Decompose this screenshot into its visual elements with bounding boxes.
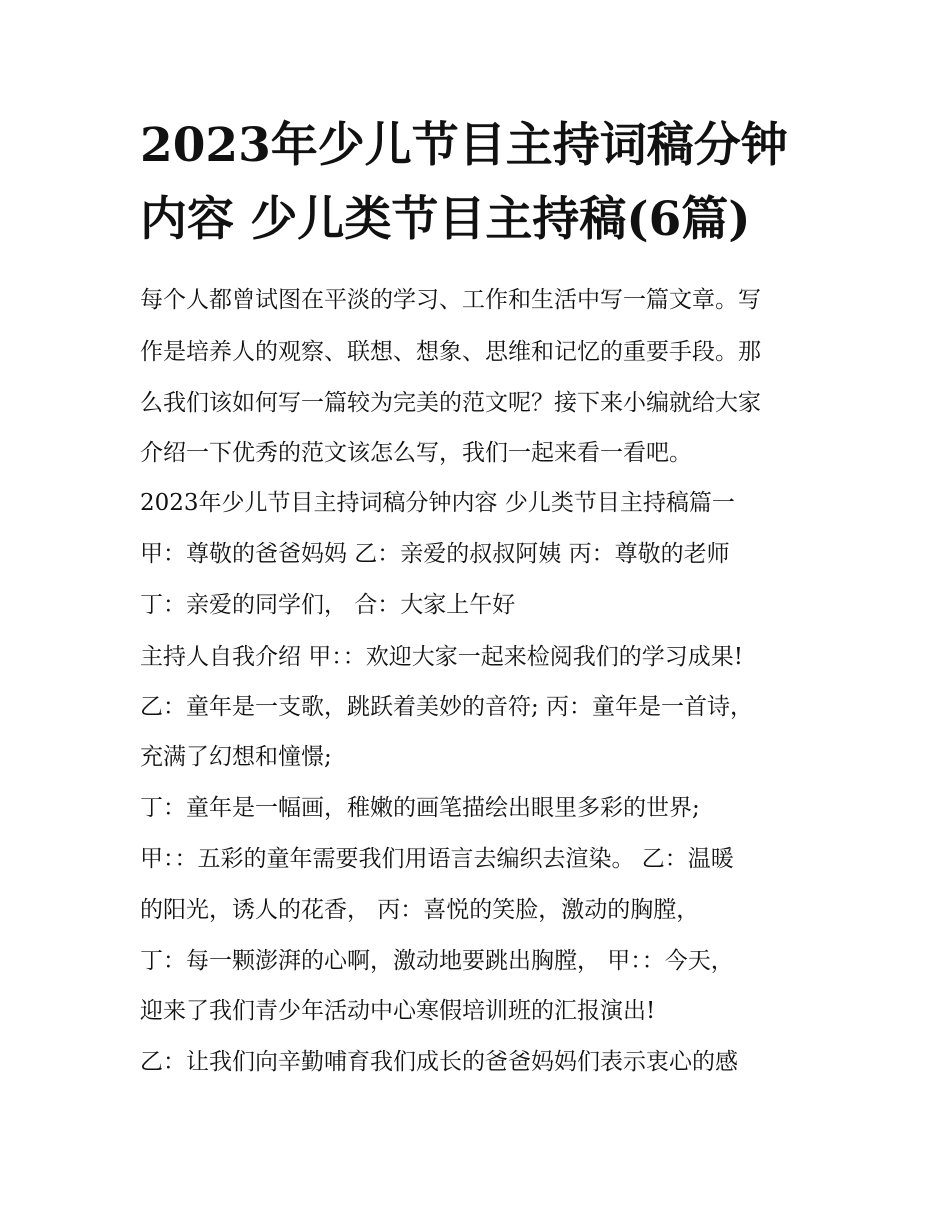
paragraph-line: 作是培养人的观察、联想、想象、思维和记忆的重要手段。那	[140, 339, 761, 365]
paragraph-line: 的阳光，诱人的花香， 丙：喜悦的笑脸，激动的胸膛，	[140, 897, 700, 923]
paragraph-line: 乙：让我们向辛勤哺育我们成长的爸爸妈妈们表示衷心的感	[140, 1049, 738, 1075]
paragraph-line: 介绍一下优秀的范文该怎么写，我们一起来看一看吧。	[140, 440, 692, 466]
paragraph-line: 么我们该如何写一篇较为完美的范文呢？接下来小编就给大家	[140, 390, 761, 416]
paragraph-line: 乙：童年是一支歌，跳跃着美妙的音符; 丙：童年是一首诗，	[140, 694, 754, 720]
paragraph-line: 迎来了我们青少年活动中心寒假培训班的汇报演出!	[140, 998, 656, 1024]
paragraph-line: 丁：每一颗澎湃的心啊，激动地要跳出胸膛， 甲：：今天，	[140, 948, 734, 974]
section-heading: 2023年少儿节目主持词稿分钟内容 少儿类节目主持稿篇一	[140, 490, 735, 516]
paragraph-line: 丁：童年是一幅画，稚嫩的画笔描绘出眼里多彩的世界;	[140, 795, 700, 821]
paragraph-line: 甲：尊敬的爸爸妈妈 乙：亲爱的叔叔阿姨 丙：尊敬的老师	[140, 541, 730, 567]
document-title-line-2: 内容 少儿类节目主持稿(6篇)	[140, 192, 751, 247]
paragraph-line: 甲：：五彩的童年需要我们用语言去编织去渲染。 乙：温暖	[140, 846, 734, 872]
paragraph-line: 充满了幻想和憧憬;	[140, 744, 332, 770]
paragraph-line: 主持人自我介绍 甲：：欢迎大家一起来检阅我们的学习成果!	[140, 644, 744, 670]
document-title-line-1: 2023年少儿节目主持词稿分钟	[140, 118, 788, 173]
paragraph-line: 丁：亲爱的同学们， 合：大家上午好	[140, 592, 516, 618]
paragraph-line: 每个人都曾试图在平淡的学习、工作和生活中写一篇文章。写	[140, 287, 761, 313]
